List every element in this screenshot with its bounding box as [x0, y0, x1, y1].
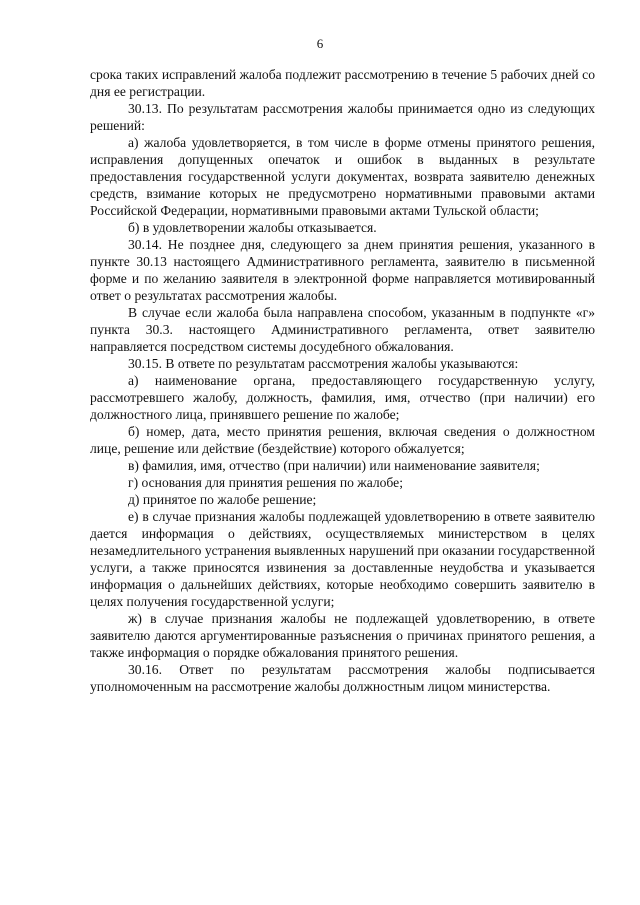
document-body: [90, 66, 595, 695]
paragraph-30-15-g: г) основания для принятия решения по жалобе;: [128, 475, 403, 490]
page-number: 6: [316, 36, 324, 51]
paragraph-30-13: 30.13. По результатам рассмотрения жалобы принимается одно из следующих решений:: [90, 101, 595, 133]
paragraph-continuation: срока таких исправлений жалоба подлежит рассмотрению в течение 5 рабочих дней со дня ее регистрации.: [90, 67, 595, 99]
paragraph-30-15-e: е) в случае признания жалобы подлежащей удовлетворению в ответе заявителю дается информация о действиях, осуществляемых министерством в целях незамедлительного устранения выявленных нарушений при оказании государственной услуги, а также приносятся извинения за доставленные неудобства и указывается информация о дальнейших действиях, которые необходимо совершить заявителю в целях получения государственной услуги;: [90, 509, 595, 609]
paragraph-30-15-b: б) номер, дата, место принятия решения, включая сведения о должностном лице, решение или действие (бездействие) которого обжалуется;: [90, 424, 595, 456]
paragraph-30-14: 30.14. Не позднее дня, следующего за днем принятия решения, указанного в пункте 30.13 настоящего Административного регламента, заявителю в письменной форме и по желанию заявителя в электронной форме направляется мотивированный ответ о результатах рассмотрения жалобы.: [90, 237, 595, 303]
paragraph-30-15: 30.15. В ответе по результатам рассмотрения жалобы указываются:: [128, 356, 519, 371]
paragraph-30-13-a: а) жалоба удовлетворяется, в том числе в форме отмены принятого решения, исправления допущенных опечаток и ошибок в выданных в результате предоставления государственной услуги документах, возврата заявителю денежных средств, взимание которых не предусмотрено нормативными правовыми актами Российской Федерации, нормативными правовыми актами Тульской области;: [90, 135, 595, 218]
paragraph-30-13-b: б) в удовлетворении жалобы отказывается.: [128, 220, 377, 235]
paragraph-30-16: 30.16. Ответ по результатам рассмотрения жалобы подписывается уполномоченным на рассмотрение жалобы должностным лицом министерства.: [90, 662, 595, 694]
paragraph-30-14-case: В случае если жалоба была направлена способом, указанным в подпункте «г» пункта 30.3. настоящего Административного регламента, ответ заявителю направляется посредством системы досудебного обжалования.: [90, 305, 595, 354]
paragraph-30-15-d: д) принятое по жалобе решение;: [128, 492, 317, 507]
paragraph-30-15-v: в) фамилия, имя, отчество (при наличии) или наименование заявителя;: [128, 458, 540, 473]
paragraph-30-15-zh: ж) в случае признания жалобы не подлежащей удовлетворению, в ответе заявителю даются аргументированные разъяснения о причинах принятого решения, а также информация о порядке обжалования принятого решения.: [90, 611, 595, 660]
paragraph-30-15-a: а) наименование органа, предоставляющего государственную услугу, рассмотревшего жалобу, должность, фамилия, имя, отчество (при наличии) его должностного лица, принявшего решение по жалобе;: [90, 373, 595, 422]
